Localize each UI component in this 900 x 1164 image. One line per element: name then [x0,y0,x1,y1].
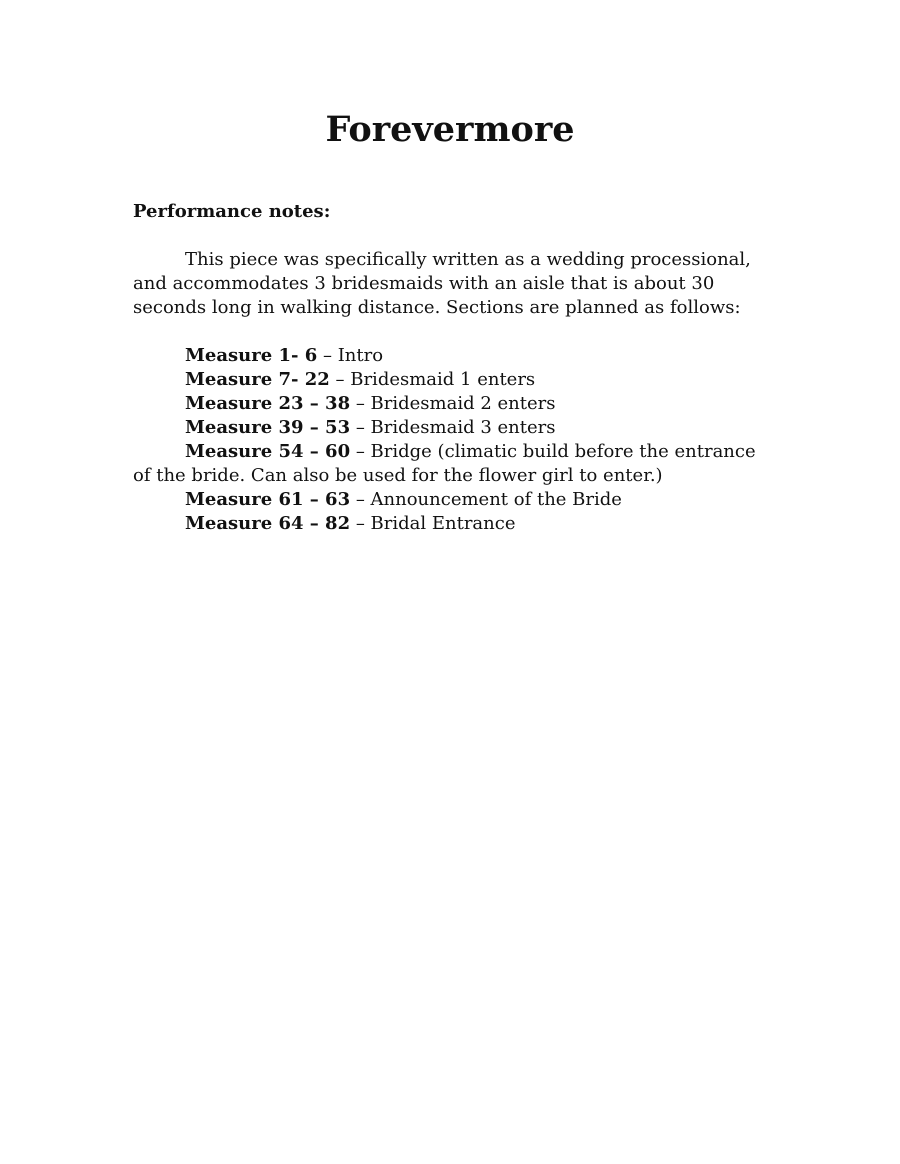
section-measure-label: Measure 54 – 60 [185,441,351,462]
section-description: – Bridge (climatic build before the entrance of the bride. Can also be used for the flower girl to enter.) [133,441,756,486]
section-item [133,416,763,440]
section-item [133,392,763,416]
performance-notes-heading: Performance notes: [133,201,331,222]
section-description: – Bridal Entrance [350,513,516,534]
document-title: Forevermore [325,109,575,150]
section-description: – Intro [317,345,384,366]
section-item [133,344,763,368]
section-measure-label: Measure 64 – 82 [185,513,351,534]
section-measure-label: Measure 23 – 38 [185,393,351,414]
section-description: – Bridesmaid 2 enters [350,393,556,414]
section-item [133,488,763,512]
section-measure-label: Measure 7- 22 [185,369,330,390]
section-measure-label: Measure 39 – 53 [185,417,351,438]
section-item [133,440,763,488]
section-item [133,368,763,392]
section-measure-label: Measure 61 – 63 [185,489,351,510]
section-item [133,512,763,536]
intro-paragraph: This piece was specifically written as a wedding processional, and accommodates 3 bridesmaids with an aisle that is about 30 seconds long in walking distance. Sections are planned as follows: [133,249,751,318]
section-list [133,344,763,536]
section-measure-label: Measure 1- 6 [185,345,318,366]
section-description: – Announcement of the Bride [350,489,622,510]
section-description: – Bridesmaid 1 enters [329,369,536,390]
section-description: – Bridesmaid 3 enters [350,417,556,438]
